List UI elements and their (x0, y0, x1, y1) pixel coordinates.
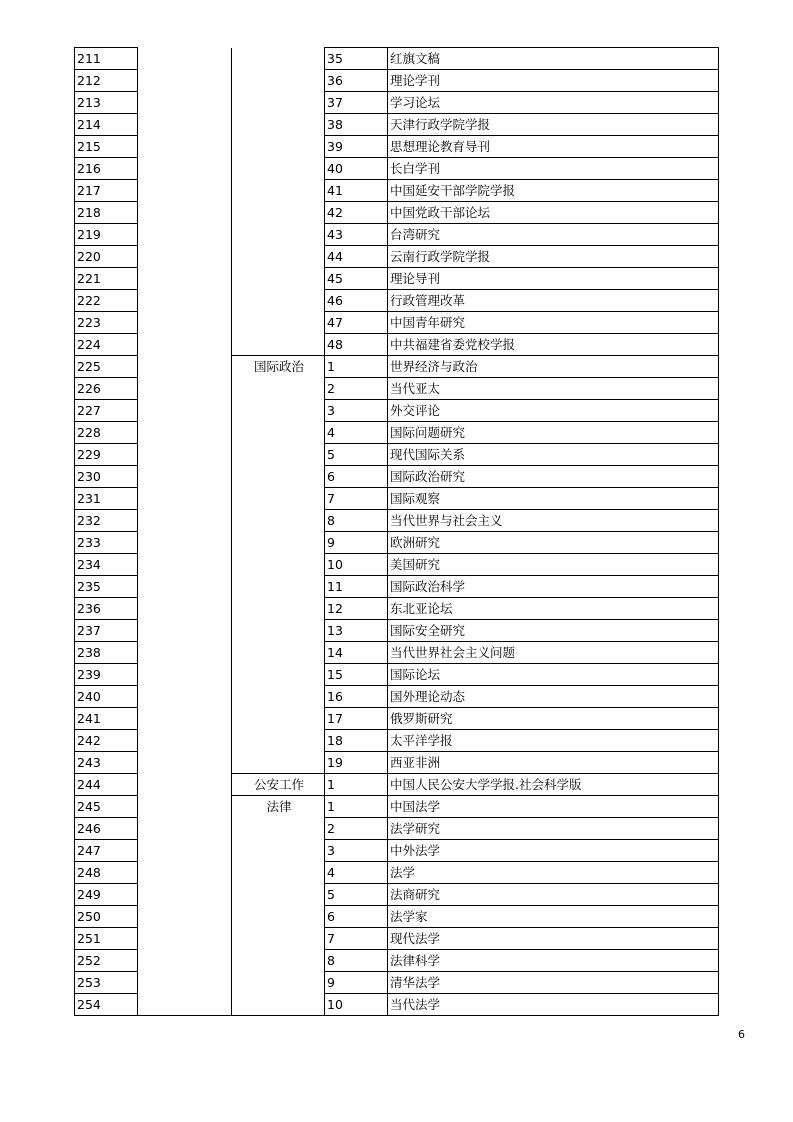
row-index-cell: 235 (75, 576, 138, 598)
discipline-cell (138, 862, 232, 884)
table-row (75, 224, 719, 246)
journal-name-cell: 当代世界与社会主义 (388, 510, 719, 532)
table-row (75, 994, 719, 1016)
category-cell (232, 158, 325, 180)
discipline-cell (138, 136, 232, 158)
table-row (75, 48, 719, 70)
journal-name-cell: 外交评论 (388, 400, 719, 422)
category-number-cell: 10 (325, 994, 388, 1016)
category-cell (232, 466, 325, 488)
row-index-cell: 237 (75, 620, 138, 642)
table-row (75, 906, 719, 928)
category-number-cell: 12 (325, 598, 388, 620)
row-index-cell: 217 (75, 180, 138, 202)
discipline-cell (138, 356, 232, 378)
category-number-cell: 44 (325, 246, 388, 268)
journal-name-cell: 中国法学 (388, 796, 719, 818)
category-number-cell: 7 (325, 928, 388, 950)
table-row (75, 290, 719, 312)
category-number-cell: 14 (325, 642, 388, 664)
journal-name-cell: 世界经济与政治 (388, 356, 719, 378)
table-row (75, 268, 719, 290)
journal-name-cell: 云南行政学院学报 (388, 246, 719, 268)
category-number-cell: 8 (325, 510, 388, 532)
journal-name-cell: 俄罗斯研究 (388, 708, 719, 730)
row-index-cell: 236 (75, 598, 138, 620)
category-number-cell: 4 (325, 862, 388, 884)
journal-name-cell: 清华法学 (388, 972, 719, 994)
row-index-cell: 239 (75, 664, 138, 686)
category-cell (232, 708, 325, 730)
category-number-cell: 40 (325, 158, 388, 180)
category-number-cell: 10 (325, 554, 388, 576)
journal-name-cell: 欧洲研究 (388, 532, 719, 554)
table-body (75, 48, 719, 1016)
discipline-cell (138, 48, 232, 70)
discipline-cell (138, 576, 232, 598)
table-row (75, 972, 719, 994)
row-index-cell: 224 (75, 334, 138, 356)
table-row (75, 444, 719, 466)
category-cell (232, 928, 325, 950)
category-number-cell: 16 (325, 686, 388, 708)
journal-name-cell: 法律科学 (388, 950, 719, 972)
row-index-cell: 233 (75, 532, 138, 554)
row-index-cell: 232 (75, 510, 138, 532)
category-cell (232, 664, 325, 686)
discipline-cell (138, 686, 232, 708)
discipline-cell (138, 400, 232, 422)
category-number-cell: 17 (325, 708, 388, 730)
discipline-cell (138, 840, 232, 862)
category-cell (232, 268, 325, 290)
category-cell (232, 598, 325, 620)
journal-name-cell: 中外法学 (388, 840, 719, 862)
journal-name-cell: 台湾研究 (388, 224, 719, 246)
row-index-cell: 221 (75, 268, 138, 290)
category-cell (232, 312, 325, 334)
category-number-cell: 1 (325, 774, 388, 796)
row-index-cell: 248 (75, 862, 138, 884)
table-row (75, 752, 719, 774)
row-index-cell: 222 (75, 290, 138, 312)
discipline-cell (138, 554, 232, 576)
category-number-cell: 15 (325, 664, 388, 686)
category-cell (232, 224, 325, 246)
row-index-cell: 229 (75, 444, 138, 466)
category-number-cell: 38 (325, 114, 388, 136)
journal-name-cell: 长白学刊 (388, 158, 719, 180)
journal-name-cell: 国际安全研究 (388, 620, 719, 642)
page-number: 6 (738, 1028, 745, 1041)
row-index-cell: 251 (75, 928, 138, 950)
category-number-cell: 6 (325, 466, 388, 488)
journal-name-cell: 国外理论动态 (388, 686, 719, 708)
table-row (75, 554, 719, 576)
category-cell (232, 906, 325, 928)
journal-name-cell: 中国人民公安大学学报.社会科学版 (388, 774, 719, 796)
discipline-cell (138, 290, 232, 312)
row-index-cell: 242 (75, 730, 138, 752)
table-row (75, 928, 719, 950)
table-row (75, 730, 719, 752)
table-row (75, 620, 719, 642)
category-cell (232, 334, 325, 356)
table-row (75, 70, 719, 92)
journal-name-cell: 国际政治科学 (388, 576, 719, 598)
category-cell (232, 70, 325, 92)
discipline-cell (138, 202, 232, 224)
category-cell (232, 840, 325, 862)
category-number-cell: 13 (325, 620, 388, 642)
category-cell (232, 884, 325, 906)
category-cell: 国际政治 (232, 356, 325, 378)
discipline-cell (138, 422, 232, 444)
row-index-cell: 226 (75, 378, 138, 400)
table-row (75, 158, 719, 180)
table-row (75, 532, 719, 554)
discipline-cell (138, 950, 232, 972)
discipline-cell (138, 664, 232, 686)
category-cell (232, 994, 325, 1016)
row-index-cell: 218 (75, 202, 138, 224)
category-cell (232, 752, 325, 774)
category-cell (232, 510, 325, 532)
category-cell (232, 620, 325, 642)
discipline-cell (138, 114, 232, 136)
discipline-cell (138, 312, 232, 334)
discipline-cell (138, 598, 232, 620)
row-index-cell: 212 (75, 70, 138, 92)
category-cell (232, 180, 325, 202)
category-number-cell: 1 (325, 796, 388, 818)
category-cell (232, 686, 325, 708)
category-number-cell: 2 (325, 378, 388, 400)
discipline-cell (138, 92, 232, 114)
discipline-cell (138, 972, 232, 994)
row-index-cell: 240 (75, 686, 138, 708)
journal-name-cell: 国际政治研究 (388, 466, 719, 488)
journal-name-cell: 西亚非洲 (388, 752, 719, 774)
table-row (75, 840, 719, 862)
category-number-cell: 8 (325, 950, 388, 972)
category-number-cell: 9 (325, 532, 388, 554)
row-index-cell: 231 (75, 488, 138, 510)
row-index-cell: 250 (75, 906, 138, 928)
category-cell (232, 48, 325, 70)
journal-name-cell: 现代国际关系 (388, 444, 719, 466)
journal-name-cell: 东北亚论坛 (388, 598, 719, 620)
journal-name-cell: 学习论坛 (388, 92, 719, 114)
category-number-cell: 36 (325, 70, 388, 92)
category-number-cell: 19 (325, 752, 388, 774)
category-number-cell: 35 (325, 48, 388, 70)
discipline-cell (138, 730, 232, 752)
discipline-cell (138, 994, 232, 1016)
discipline-cell (138, 906, 232, 928)
discipline-cell (138, 246, 232, 268)
category-number-cell: 5 (325, 884, 388, 906)
category-number-cell: 43 (325, 224, 388, 246)
journal-name-cell: 国际观察 (388, 488, 719, 510)
table-row (75, 708, 719, 730)
category-number-cell: 3 (325, 400, 388, 422)
category-number-cell: 6 (325, 906, 388, 928)
row-index-cell: 252 (75, 950, 138, 972)
journal-name-cell: 当代世界社会主义问题 (388, 642, 719, 664)
discipline-cell (138, 796, 232, 818)
category-cell: 法律 (232, 796, 325, 818)
category-number-cell: 5 (325, 444, 388, 466)
category-cell (232, 576, 325, 598)
journal-name-cell: 太平洋学报 (388, 730, 719, 752)
journal-name-cell: 美国研究 (388, 554, 719, 576)
discipline-cell (138, 444, 232, 466)
discipline-cell (138, 774, 232, 796)
discipline-cell (138, 642, 232, 664)
category-number-cell: 2 (325, 818, 388, 840)
category-number-cell: 41 (325, 180, 388, 202)
table-row (75, 884, 719, 906)
category-cell (232, 554, 325, 576)
journal-name-cell: 思想理论教育导刊 (388, 136, 719, 158)
category-cell (232, 290, 325, 312)
discipline-cell (138, 466, 232, 488)
row-index-cell: 230 (75, 466, 138, 488)
table-row (75, 642, 719, 664)
category-cell (232, 114, 325, 136)
journal-name-cell: 天津行政学院学报 (388, 114, 719, 136)
row-index-cell: 214 (75, 114, 138, 136)
journal-name-cell: 法商研究 (388, 884, 719, 906)
table-row (75, 686, 719, 708)
table-row (75, 114, 719, 136)
journal-name-cell: 法学家 (388, 906, 719, 928)
discipline-cell (138, 928, 232, 950)
table-row (75, 466, 719, 488)
category-cell (232, 862, 325, 884)
category-cell (232, 444, 325, 466)
row-index-cell: 234 (75, 554, 138, 576)
journal-name-cell: 国际问题研究 (388, 422, 719, 444)
category-number-cell: 11 (325, 576, 388, 598)
discipline-cell (138, 884, 232, 906)
journal-name-cell: 当代亚太 (388, 378, 719, 400)
category-number-cell: 46 (325, 290, 388, 312)
row-index-cell: 249 (75, 884, 138, 906)
row-index-cell: 244 (75, 774, 138, 796)
journal-name-cell: 理论学刊 (388, 70, 719, 92)
table-row (75, 136, 719, 158)
category-number-cell: 42 (325, 202, 388, 224)
row-index-cell: 220 (75, 246, 138, 268)
discipline-cell (138, 708, 232, 730)
category-cell (232, 378, 325, 400)
category-cell (232, 730, 325, 752)
category-number-cell: 18 (325, 730, 388, 752)
table-row (75, 180, 719, 202)
discipline-cell (138, 488, 232, 510)
table-row (75, 400, 719, 422)
table-row (75, 334, 719, 356)
table-row (75, 246, 719, 268)
journal-table (74, 47, 719, 1016)
journal-name-cell: 现代法学 (388, 928, 719, 950)
table-row (75, 576, 719, 598)
row-index-cell: 211 (75, 48, 138, 70)
table-row (75, 92, 719, 114)
discipline-cell (138, 180, 232, 202)
category-cell (232, 246, 325, 268)
row-index-cell: 254 (75, 994, 138, 1016)
journal-name-cell: 红旗文稿 (388, 48, 719, 70)
category-number-cell: 39 (325, 136, 388, 158)
journal-name-cell: 中国青年研究 (388, 312, 719, 334)
row-index-cell: 216 (75, 158, 138, 180)
table-row (75, 598, 719, 620)
journal-name-cell: 当代法学 (388, 994, 719, 1016)
category-cell (232, 92, 325, 114)
row-index-cell: 228 (75, 422, 138, 444)
row-index-cell: 219 (75, 224, 138, 246)
row-index-cell: 247 (75, 840, 138, 862)
category-number-cell: 7 (325, 488, 388, 510)
table-row (75, 510, 719, 532)
discipline-cell (138, 334, 232, 356)
discipline-cell (138, 158, 232, 180)
table-row (75, 422, 719, 444)
table-row (75, 378, 719, 400)
row-index-cell: 245 (75, 796, 138, 818)
category-number-cell: 3 (325, 840, 388, 862)
journal-name-cell: 理论导刊 (388, 268, 719, 290)
row-index-cell: 225 (75, 356, 138, 378)
discipline-cell (138, 510, 232, 532)
row-index-cell: 253 (75, 972, 138, 994)
category-cell (232, 642, 325, 664)
category-number-cell: 45 (325, 268, 388, 290)
discipline-cell (138, 532, 232, 554)
table-row (75, 312, 719, 334)
row-index-cell: 238 (75, 642, 138, 664)
journal-name-cell: 法学研究 (388, 818, 719, 840)
journal-name-cell: 中共福建省委党校学报 (388, 334, 719, 356)
journal-name-cell: 中国延安干部学院学报 (388, 180, 719, 202)
table-row (75, 774, 719, 796)
category-number-cell: 4 (325, 422, 388, 444)
row-index-cell: 223 (75, 312, 138, 334)
table-row (75, 862, 719, 884)
row-index-cell: 243 (75, 752, 138, 774)
discipline-cell (138, 752, 232, 774)
category-number-cell: 48 (325, 334, 388, 356)
row-index-cell: 241 (75, 708, 138, 730)
category-number-cell: 47 (325, 312, 388, 334)
row-index-cell: 227 (75, 400, 138, 422)
journal-name-cell: 行政管理改革 (388, 290, 719, 312)
discipline-cell (138, 620, 232, 642)
discipline-cell (138, 224, 232, 246)
category-cell (232, 488, 325, 510)
row-index-cell: 246 (75, 818, 138, 840)
journal-name-cell: 国际论坛 (388, 664, 719, 686)
table-row (75, 664, 719, 686)
category-cell (232, 972, 325, 994)
discipline-cell (138, 268, 232, 290)
category-number-cell: 37 (325, 92, 388, 114)
row-index-cell: 213 (75, 92, 138, 114)
category-cell: 公安工作 (232, 774, 325, 796)
category-cell (232, 400, 325, 422)
category-number-cell: 9 (325, 972, 388, 994)
journal-name-cell: 中国党政干部论坛 (388, 202, 719, 224)
category-cell (232, 422, 325, 444)
table-row (75, 950, 719, 972)
journal-name-cell: 法学 (388, 862, 719, 884)
table-row (75, 818, 719, 840)
discipline-cell (138, 70, 232, 92)
table-row (75, 356, 719, 378)
discipline-cell (138, 378, 232, 400)
category-cell (232, 136, 325, 158)
category-cell (232, 950, 325, 972)
table-row (75, 202, 719, 224)
category-cell (232, 202, 325, 224)
table-row (75, 796, 719, 818)
discipline-cell (138, 818, 232, 840)
category-cell (232, 532, 325, 554)
table-row (75, 488, 719, 510)
row-index-cell: 215 (75, 136, 138, 158)
category-number-cell: 1 (325, 356, 388, 378)
category-cell (232, 818, 325, 840)
